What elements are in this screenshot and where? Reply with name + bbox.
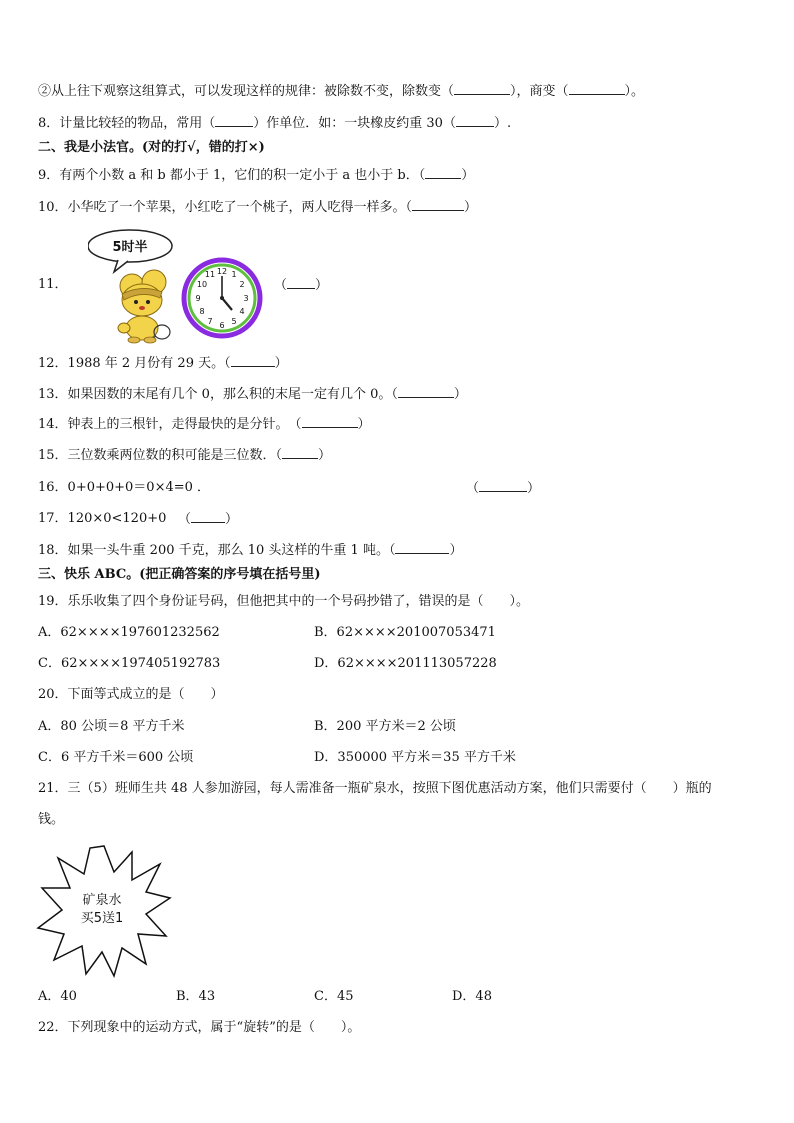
q18 — [38, 541, 462, 560]
starburst-line-2: 买5送1 — [80, 911, 124, 926]
q8-blank-2[interactable] — [456, 114, 494, 127]
q15-text: 15．三位数乘两位数的积可能是三位数．（ — [38, 448, 283, 463]
q20-option-a[interactable]: A．80 公顷＝8 平方千米 — [38, 719, 185, 734]
q20-text: 20．下面等式成立的是（ ） — [38, 687, 224, 702]
clock-num-7: 7 — [207, 317, 213, 326]
clock-num-5: 5 — [231, 317, 237, 326]
q19-text: 19．乐乐收集了四个身份证号码，但他把其中的一个号码抄错了，错误的是（ ）。 — [38, 594, 530, 609]
q10 — [38, 198, 477, 217]
q17-answer — [178, 510, 238, 529]
q8-suffix: ）. — [493, 116, 512, 131]
q13-text: 13．如果因数的末尾有几个 0，那么积的末尾一定有几个 0。（ — [38, 387, 398, 402]
q22-text: 22．下列现象中的运动方式，属于“旋转”的是（ ）。 — [38, 1020, 361, 1035]
q11-blank[interactable] — [287, 276, 315, 289]
q13-blank[interactable] — [398, 385, 454, 398]
q15 — [38, 446, 331, 465]
q7-sub2-suffix: ）。 — [624, 84, 645, 99]
q19-option-c[interactable]: C．62××××197405192783 — [38, 656, 221, 671]
q11-ans-prefix: （ — [274, 278, 288, 293]
q16-ans-suffix: ） — [527, 481, 541, 496]
q17-text: 17．120×0<120+0 — [38, 511, 167, 526]
q21-option-b[interactable]: B．43 — [176, 989, 216, 1004]
clock-num-1: 1 — [231, 270, 237, 279]
q11-answer — [274, 276, 328, 295]
q7-blank-1[interactable] — [454, 82, 510, 95]
q14-blank[interactable] — [302, 415, 358, 428]
q7-sub2 — [38, 82, 644, 101]
q12 — [38, 354, 288, 373]
q21-text-cont: 钱。 — [38, 812, 65, 827]
q16-answer — [466, 479, 540, 498]
q14-text: 14．钟表上的三根针，走得最快的是分针。 （ — [38, 417, 302, 432]
clock-num-11: 11 — [204, 270, 216, 279]
clock-num-2: 2 — [239, 280, 245, 289]
q10-blank[interactable] — [412, 198, 464, 211]
q16-ans-prefix: （ — [466, 481, 480, 496]
q12-blank[interactable] — [231, 354, 275, 367]
section-3-heading: 三、快乐 ABC。(把正确答案的序号填在括号里) — [38, 567, 321, 582]
q18-text: 18．如果一头牛重 200 千克，那么 10 头这样的牛重 1 吨。（ — [38, 543, 396, 558]
q9-suffix: ） — [461, 168, 475, 183]
q12-text: 12．1988 年 2 月份有 29 天。（ — [38, 356, 231, 371]
clock-num-3: 3 — [243, 294, 249, 303]
q16-blank[interactable] — [479, 479, 527, 492]
q17-ans-suffix: ） — [225, 512, 239, 527]
clock-num-8: 8 — [199, 307, 205, 316]
q17-ans-prefix: （ — [178, 512, 192, 527]
promo-starburst — [36, 842, 172, 980]
q13 — [38, 385, 467, 404]
q21-option-d[interactable]: D．48 — [452, 989, 492, 1004]
mouse-clock-illustration — [88, 228, 268, 344]
q8-prefix: 8．计量比较轻的物品，常用（ — [38, 116, 216, 131]
q8 — [38, 114, 511, 133]
mouse-icon — [118, 270, 170, 343]
q21-text: 21．三（5）班师生共 48 人参加游园，每人需准备一瓶矿泉水，按照下图优惠活动方案，他们只需要付（ ）瓶的 — [38, 781, 712, 796]
q18-suffix: ） — [449, 543, 463, 558]
q14 — [38, 415, 371, 434]
clock-num-9: 9 — [195, 294, 201, 303]
q19-option-d[interactable]: D．62××××201113057228 — [314, 656, 497, 671]
q9-text: 9．有两个小数 a 和 b 都小于 1，它们的积一定小于 a 也小于 b．（ — [38, 168, 426, 183]
clock-icon — [184, 260, 260, 336]
q9 — [38, 166, 474, 185]
clock-num-12: 12 — [216, 267, 228, 276]
q17-blank[interactable] — [191, 510, 225, 523]
q11-ans-suffix: ） — [315, 278, 329, 293]
q9-blank[interactable] — [425, 166, 461, 179]
q7-sub2-prefix: ②从上往下观察这组算式，可以发现这样的规律：被除数不变，除数变（ — [38, 84, 455, 99]
q7-blank-2[interactable] — [569, 82, 625, 95]
q18-blank[interactable] — [395, 541, 449, 554]
starburst-line-1: 矿泉水 — [82, 893, 122, 908]
q14-suffix: ） — [357, 417, 371, 432]
q19-option-a[interactable]: A．62××××197601232562 — [38, 625, 220, 640]
q13-suffix: ） — [453, 387, 467, 402]
speech-bubble — [88, 230, 172, 272]
clock-num-4: 4 — [239, 307, 245, 316]
q20-option-d[interactable]: D．350000 平方米＝35 平方千米 — [314, 750, 516, 765]
q12-suffix: ） — [274, 356, 288, 371]
q20-option-c[interactable]: C．6 平方千米＝600 公顷 — [38, 750, 194, 765]
clock-num-10: 10 — [196, 280, 208, 289]
q15-suffix: ） — [318, 448, 332, 463]
q8-blank-1[interactable] — [215, 114, 253, 127]
q7-sub2-mid: ），商变（ — [510, 84, 569, 99]
q21-option-c[interactable]: C．45 — [314, 989, 354, 1004]
q20-option-b[interactable]: B．200 平方米＝2 公顷 — [314, 719, 456, 734]
q11-number: 11． — [38, 277, 68, 292]
section-2-heading: 二、我是小法官。(对的打√，错的打×) — [38, 140, 265, 155]
q19-option-b[interactable]: B．62××××201007053471 — [314, 625, 496, 640]
bubble-text: 5时半 — [112, 240, 148, 255]
q16-text: 16．0+0+0+0＝0×4=0 ． — [38, 480, 211, 495]
q10-suffix: ） — [464, 200, 478, 215]
clock-num-6: 6 — [219, 321, 225, 330]
q15-blank[interactable] — [282, 446, 318, 459]
q21-option-a[interactable]: A．40 — [38, 989, 77, 1004]
q8-mid: ）作单位．如：一块橡皮约重 30（ — [253, 116, 456, 131]
q10-text: 10．小华吃了一个苹果，小红吃了一个桃子，两人吃得一样多。（ — [38, 200, 413, 215]
